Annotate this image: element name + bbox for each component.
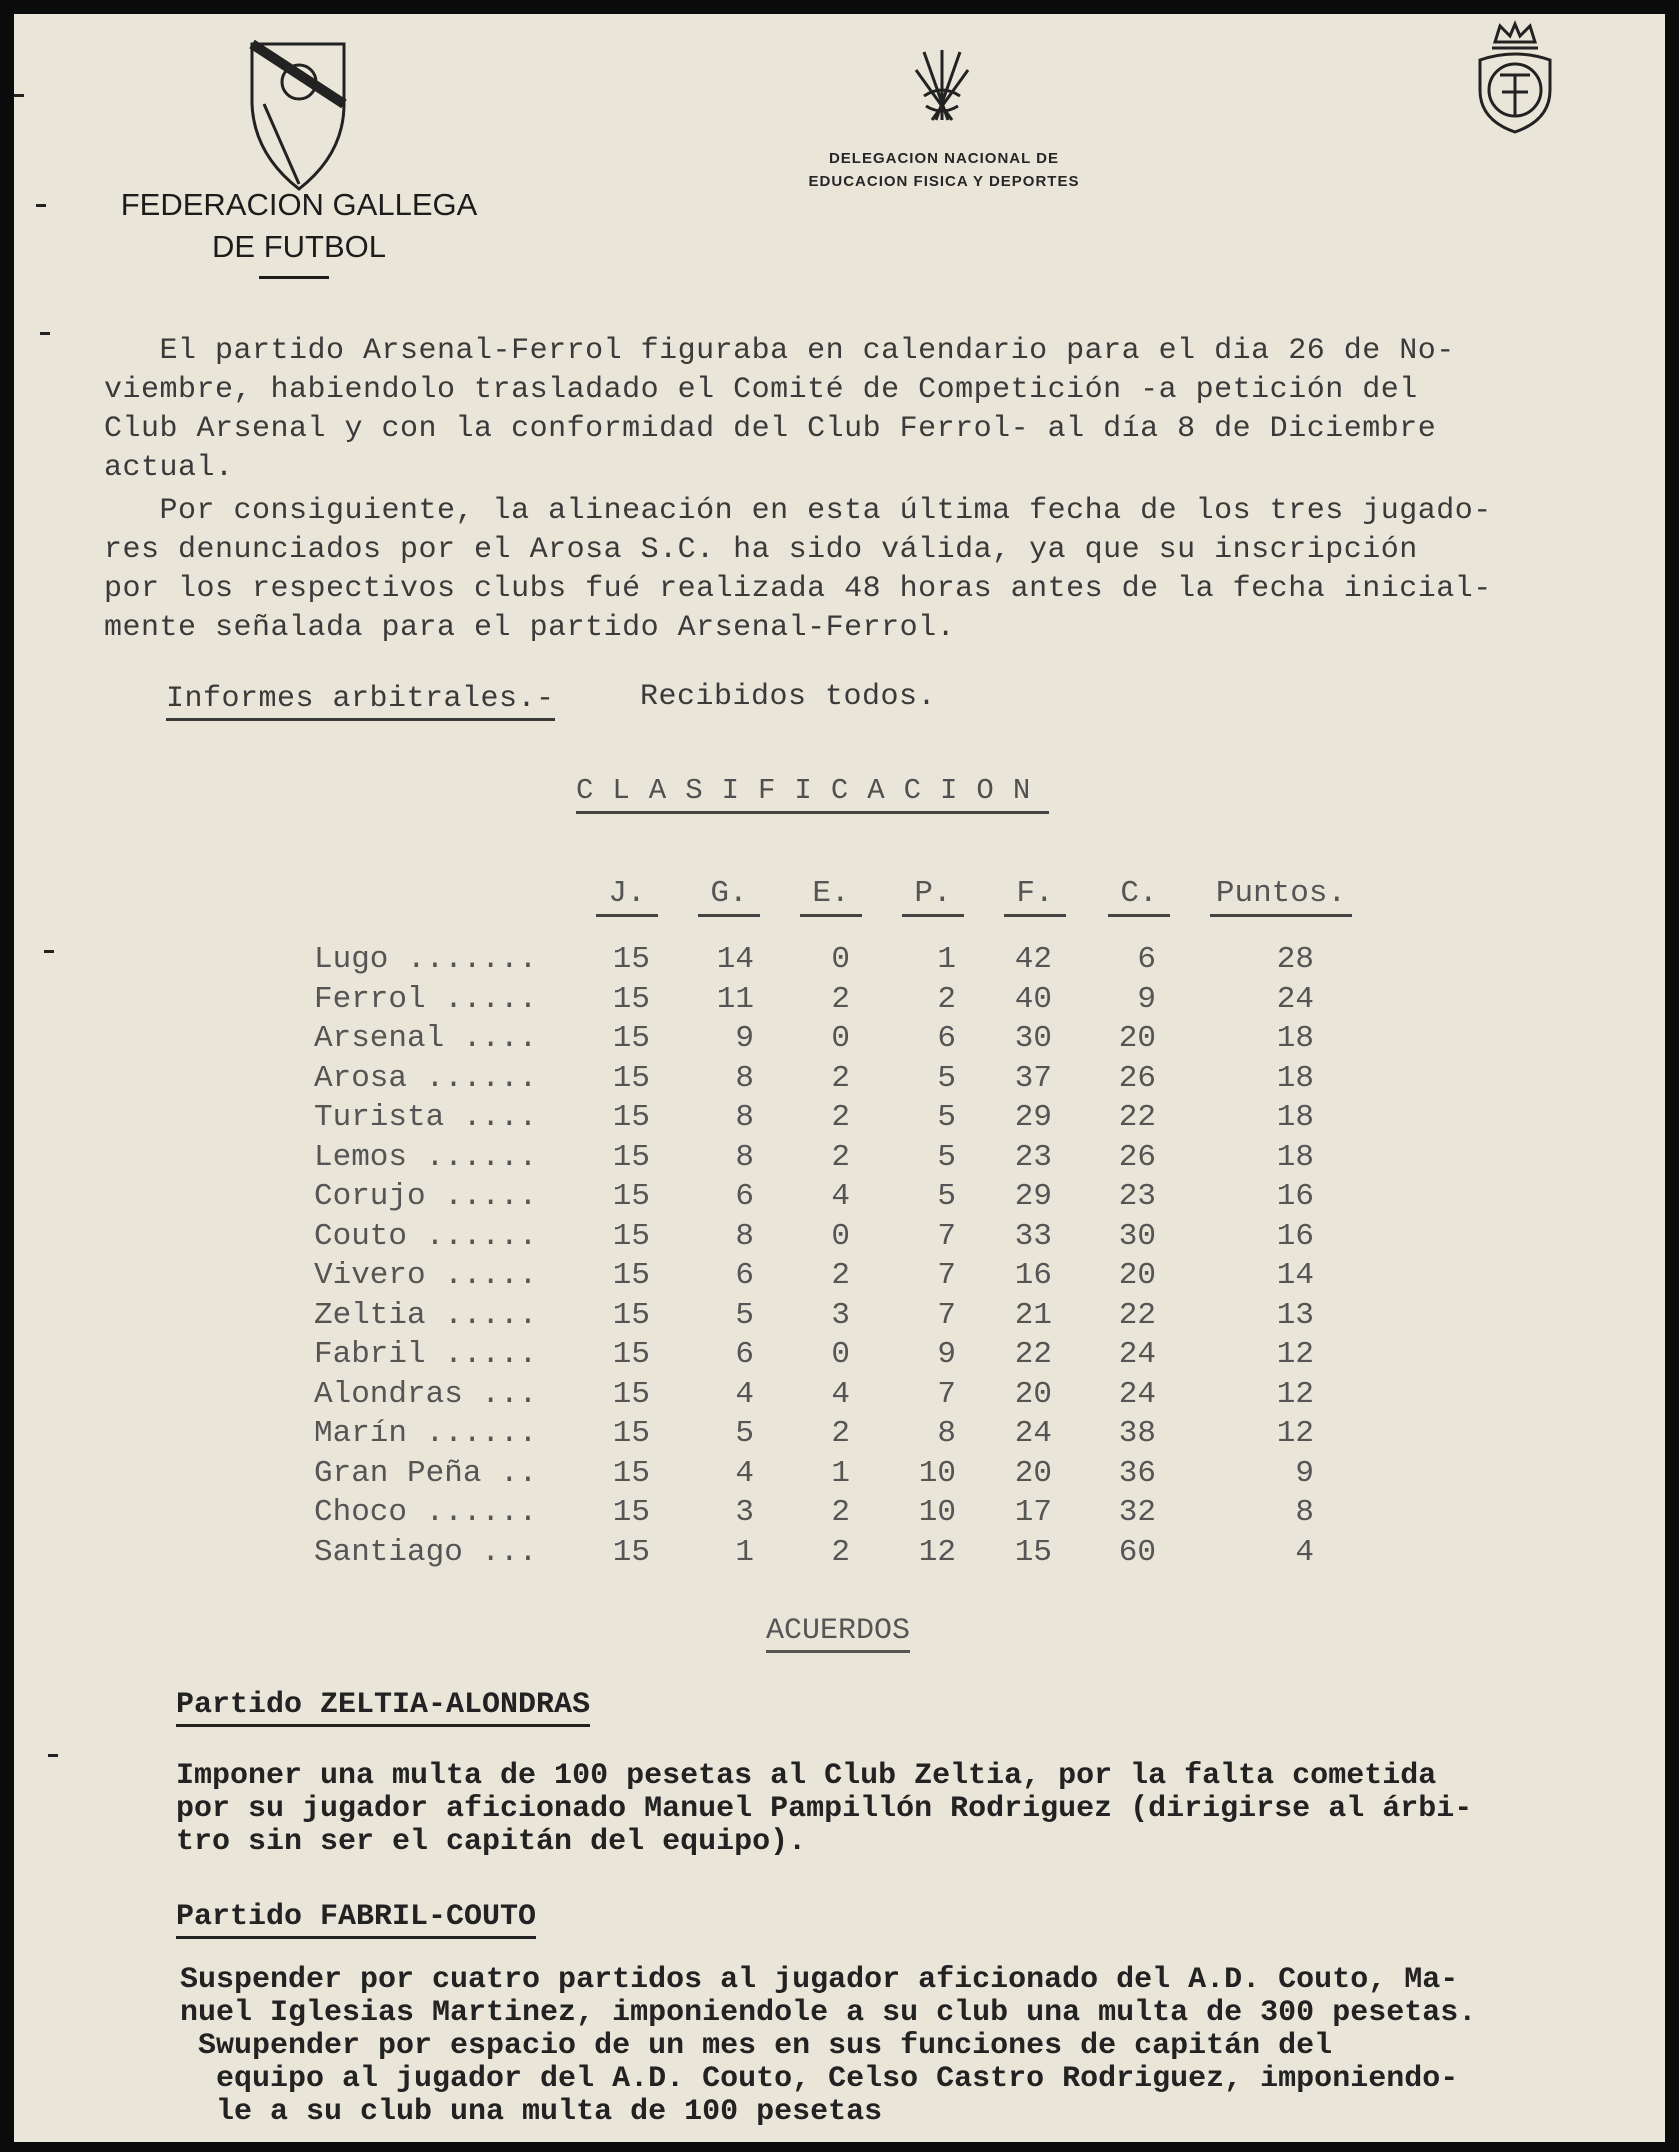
col-header-e: E. [800, 876, 862, 917]
team-name: Couto ...... [314, 1218, 538, 1254]
team-name: Lugo ....... [314, 942, 538, 977]
arrows-emblem [912, 40, 972, 130]
table-cell: 28 [1276, 942, 1314, 977]
text-line: mente señalada para el partido Arsenal-Ferrol. [104, 611, 956, 645]
table-cell: 1 [735, 1534, 754, 1570]
table-cell: 2 [831, 1534, 850, 1570]
text-line: El partido Arsenal-Ferrol figuraba en calendario para el dia 26 de No- [104, 334, 1455, 368]
table-cell: 3 [735, 1495, 754, 1530]
table-cell: 30 [1014, 1021, 1052, 1056]
text-line: Imponer una multa de 100 pesetas al Club Zeltia, por la falta cometida [176, 1759, 1437, 1793]
table-cell: 5 [735, 1416, 754, 1451]
text-line: Swupender por espacio de un mes en sus funciones de capitán del [180, 2029, 1333, 2063]
team-name: Marín ...... [314, 1416, 538, 1451]
edge-mark [44, 950, 54, 953]
table-cell: 16 [1276, 1179, 1314, 1214]
table-cell: 15 [612, 1297, 650, 1333]
text-line: actual. [104, 451, 234, 485]
table-cell: 2 [831, 981, 850, 1017]
table-cell: 20 [1014, 1455, 1052, 1491]
table-cell: 12 [918, 1534, 956, 1570]
table-cell: 15 [612, 1376, 650, 1412]
section-fabril-couto-title: Partido FABRIL-COUTO [176, 1900, 536, 1939]
table-cell: 3 [831, 1297, 850, 1333]
federation-name-line1: FEDERACION GALLEGA [120, 187, 478, 222]
table-cell: 6 [735, 1258, 754, 1293]
team-name: Vivero ..... [314, 1258, 538, 1293]
document-page [14, 14, 1665, 2142]
section-zeltia-alondras-text [176, 1760, 1472, 1859]
table-cell: 12 [1276, 1337, 1314, 1372]
paragraph-2 [104, 492, 1492, 648]
table-cell: 1 [937, 942, 956, 977]
table-cell: 15 [612, 1337, 650, 1372]
team-name: Choco ...... [314, 1495, 538, 1530]
table-cell: 22 [1118, 1297, 1156, 1333]
table-cell: 12 [1276, 1376, 1314, 1412]
table-cell: 7 [937, 1218, 956, 1254]
table-cell: 15 [612, 1060, 650, 1096]
delegation-line1: DELEGACION NACIONAL DE [828, 150, 1060, 167]
table-cell: 15 [612, 1416, 650, 1451]
table-cell: 36 [1118, 1455, 1156, 1491]
clasificacion-title: CLASIFICACION [576, 774, 1049, 814]
table-cell: 7 [937, 1258, 956, 1293]
table-cell: 8 [937, 1416, 956, 1451]
table-cell: 40 [1014, 981, 1052, 1017]
team-name: Corujo ..... [314, 1179, 538, 1214]
table-cell: 24 [1014, 1416, 1052, 1451]
col-header-p: P. [902, 876, 964, 917]
delegation-line2: EDUCACION FISICA Y DEPORTES [808, 173, 1080, 190]
table-cell: 23 [1118, 1179, 1156, 1214]
table-cell: 15 [612, 942, 650, 977]
table-cell: 10 [918, 1495, 956, 1530]
table-cell: 11 [716, 981, 754, 1017]
table-cell: 5 [937, 1060, 956, 1096]
table-cell: 24 [1118, 1376, 1156, 1412]
table-cell: 10 [918, 1455, 956, 1491]
text-line: Club Arsenal y con la conformidad del Club Ferrol- al día 8 de Diciembre [104, 412, 1437, 446]
table-cell: 0 [831, 1218, 850, 1254]
edge-mark [40, 332, 50, 335]
informes-label: Informes arbitrales.- [166, 680, 555, 719]
edge-mark [14, 94, 24, 97]
table-cell: 14 [716, 942, 754, 977]
table-cell: 18 [1276, 1100, 1314, 1135]
team-name: Ferrol ..... [314, 981, 538, 1017]
divider [259, 276, 329, 279]
table-cell: 15 [612, 981, 650, 1017]
edge-mark [48, 1754, 58, 1757]
table-cell: 8 [735, 1139, 754, 1175]
table-cell: 30 [1118, 1218, 1156, 1254]
table-cell: 1 [831, 1455, 850, 1491]
table-cell: 20 [1014, 1376, 1052, 1412]
table-cell: 20 [1118, 1258, 1156, 1293]
text-line: tro sin ser el capitán del equipo). [176, 1825, 807, 1859]
table-cell: 20 [1118, 1021, 1156, 1056]
table-cell: 22 [1014, 1337, 1052, 1372]
table-cell: 33 [1014, 1218, 1052, 1254]
table-cell: 15 [612, 1139, 650, 1175]
table-cell: 2 [831, 1416, 850, 1451]
table-cell: 29 [1014, 1179, 1052, 1214]
section-fabril-couto-text [180, 1964, 1476, 2129]
table-cell: 60 [1118, 1534, 1156, 1570]
table-cell: 9 [735, 1021, 754, 1056]
table-cell: 15 [612, 1179, 650, 1214]
table-cell: 9 [937, 1337, 956, 1372]
crowned-shield-emblem [1470, 20, 1560, 140]
text-line: le a su club una multa de 100 pesetas [180, 2095, 883, 2129]
table-cell: 18 [1276, 1139, 1314, 1175]
table-cell: 15 [612, 1455, 650, 1491]
table-cell: 26 [1118, 1060, 1156, 1096]
table-cell: 14 [1276, 1258, 1314, 1293]
table-cell: 4 [831, 1376, 850, 1412]
section-zeltia-alondras-title: Partido ZELTIA-ALONDRAS [176, 1688, 590, 1727]
team-name: Zeltia ..... [314, 1297, 538, 1333]
table-cell: 4 [735, 1455, 754, 1491]
text-line: equipo al jugador del A.D. Couto, Celso Castro Rodriguez, imponiendo- [180, 2062, 1459, 2096]
table-cell: 32 [1118, 1495, 1156, 1530]
acuerdos-title: ACUERDOS [766, 1614, 910, 1653]
team-name: Alondras ... [314, 1376, 538, 1412]
table-cell: 0 [831, 942, 850, 977]
col-header-puntos: Puntos. [1210, 876, 1352, 917]
table-cell: 2 [831, 1139, 850, 1175]
table-cell: 5 [937, 1100, 956, 1135]
text-line: Por consiguiente, la alineación en esta última fecha de los tres jugado- [104, 494, 1492, 528]
table-cell: 23 [1014, 1139, 1052, 1175]
team-name: Fabril ..... [314, 1337, 538, 1372]
table-cell: 2 [831, 1495, 850, 1530]
table-cell: 22 [1118, 1100, 1156, 1135]
table-cell: 15 [1014, 1534, 1052, 1570]
table-cell: 26 [1118, 1139, 1156, 1175]
table-cell: 7 [937, 1376, 956, 1412]
federation-shield-emblem [244, 34, 354, 194]
federation-name-line2: DE FUTBOL [212, 229, 386, 264]
table-cell: 4 [1295, 1534, 1314, 1570]
table-cell: 2 [831, 1100, 850, 1135]
team-name: Arosa ...... [314, 1060, 538, 1096]
team-name: Turista .... [314, 1100, 538, 1135]
table-cell: 15 [612, 1100, 650, 1135]
table-cell: 5 [735, 1297, 754, 1333]
table-cell: 24 [1276, 981, 1314, 1017]
team-name: Arsenal .... [314, 1021, 538, 1056]
table-cell: 5 [937, 1139, 956, 1175]
text-line: res denunciados por el Arosa S.C. ha sido válida, ya que su inscripción [104, 533, 1418, 567]
informes-text: Recibidos todos. [640, 680, 937, 714]
table-cell: 4 [831, 1179, 850, 1214]
table-cell: 2 [831, 1258, 850, 1293]
table-cell: 37 [1014, 1060, 1052, 1096]
table-cell: 0 [831, 1337, 850, 1372]
table-cell: 15 [612, 1021, 650, 1056]
col-header-c: C. [1108, 876, 1170, 917]
table-cell: 21 [1014, 1297, 1052, 1333]
table-cell: 18 [1276, 1021, 1314, 1056]
table-cell: 15 [612, 1495, 650, 1530]
table-cell: 16 [1276, 1218, 1314, 1254]
text-line: por su jugador aficionado Manuel Pampillón Rodriguez (dirigirse al árbi- [176, 1792, 1473, 1826]
table-cell: 8 [735, 1100, 754, 1135]
table-cell: 15 [612, 1218, 650, 1254]
table-cell: 16 [1014, 1258, 1052, 1293]
table-cell: 6 [1137, 942, 1156, 977]
table-cell: 13 [1276, 1297, 1314, 1333]
text-line: nuel Iglesias Martinez, imponiendole a su club una multa de 300 pesetas. [180, 1996, 1477, 2030]
text-line: viembre, habiendolo trasladado el Comité de Competición -a petición del [104, 373, 1418, 407]
col-header-g: G. [698, 876, 760, 917]
edge-mark [36, 204, 46, 207]
table-cell: 12 [1276, 1416, 1314, 1451]
table-cell: 9 [1295, 1455, 1314, 1491]
table-cell: 38 [1118, 1416, 1156, 1451]
team-name: Santiago ... [314, 1534, 538, 1570]
table-cell: 17 [1014, 1495, 1052, 1530]
table-cell: 5 [937, 1179, 956, 1214]
table-cell: 15 [612, 1534, 650, 1570]
table-cell: 6 [937, 1021, 956, 1056]
table-cell: 15 [612, 1258, 650, 1293]
col-header-f: F. [1004, 876, 1066, 917]
table-cell: 2 [831, 1060, 850, 1096]
table-cell: 8 [1295, 1495, 1314, 1530]
table-cell: 0 [831, 1021, 850, 1056]
table-cell: 42 [1014, 942, 1052, 977]
text-line: por los respectivos clubs fué realizada 48 horas antes de la fecha inicial- [104, 572, 1492, 606]
table-cell: 6 [735, 1179, 754, 1214]
team-name: Gran Peña .. [314, 1455, 538, 1491]
team-name: Lemos ...... [314, 1139, 538, 1175]
table-cell: 8 [735, 1218, 754, 1254]
table-cell: 24 [1118, 1337, 1156, 1372]
table-cell: 2 [937, 981, 956, 1017]
paragraph-1 [104, 332, 1455, 488]
table-cell: 6 [735, 1337, 754, 1372]
table-cell: 7 [937, 1297, 956, 1333]
table-cell: 9 [1137, 981, 1156, 1017]
text-line: Suspender por cuatro partidos al jugador aficionado del A.D. Couto, Ma- [180, 1963, 1459, 1997]
table-cell: 4 [735, 1376, 754, 1412]
table-cell: 18 [1276, 1060, 1314, 1096]
col-header-j: J. [596, 876, 658, 917]
table-cell: 29 [1014, 1100, 1052, 1135]
table-cell: 8 [735, 1060, 754, 1096]
